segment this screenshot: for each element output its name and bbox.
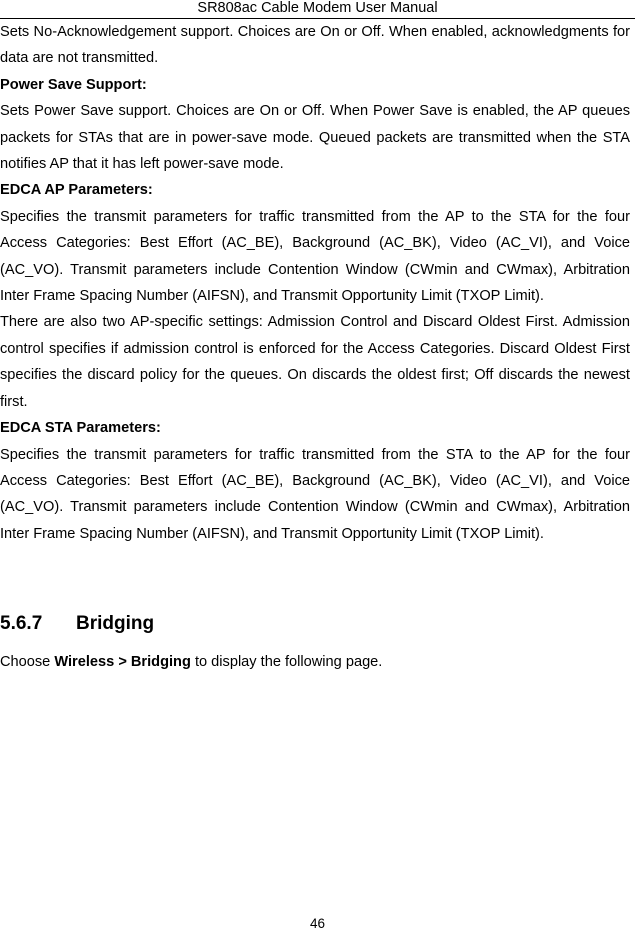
heading-edca-ap: EDCA AP Parameters: <box>0 182 153 199</box>
instruction-line <box>0 649 382 675</box>
page-header: SR808ac Cable Modem User Manual <box>197 0 438 16</box>
page-number: 46 <box>309 916 326 931</box>
menu-path: Wireless > Bridging <box>54 654 191 670</box>
paragraph-no-ack: Sets No-Acknowledgement support. Choices are On or Off. When enabled, acknowledgments for data are not transmitted. <box>0 24 630 67</box>
section-number: 5.6.7 <box>0 613 43 634</box>
section-title: Bridging <box>76 613 155 634</box>
body-text <box>0 19 630 547</box>
heading-edca-sta: EDCA STA Parameters: <box>0 420 161 437</box>
paragraph-edca-sta: Specifies the transmit parameters for traffic transmitted from the STA to the AP for the four Access Categories: Best Effort (AC_BE), Background (AC_BK), Video (AC_VI), and Voice (AC_VO). Transmit parameters include Contention Window (CWmin and CWmax), Arbitration Inter Frame Spacing Number (AIFSN), and Transmit Opportunity Limit (TXOP Limit). <box>0 446 630 542</box>
section-heading <box>0 613 154 635</box>
instruction-suffix: to display the following page. <box>190 654 383 670</box>
paragraph-ap-specific: There are also two AP-specific settings: Admission Control and Discard Oldest First. Admission control specifies if admission control is enforced for the Access Categories. Discard Oldest First specifies the discard policy for the queues. On discards the oldest first; Off discards the newest first. <box>0 314 630 410</box>
paragraph-edca-ap: Specifies the transmit parameters for traffic transmitted from the AP to the STA for the four Access Categories: Best Effort (AC_BE), Background (AC_BK), Video (AC_VI), and Voice (AC_VO). Transmit parameters include Contention Window (CWmin and CWmax), Arbitration Inter Frame Spacing Number (AIFSN), and Transmit Opportunity Limit (TXOP Limit). <box>0 208 630 305</box>
heading-power-save: Power Save Support: <box>0 76 147 93</box>
paragraph-power-save: Sets Power Save support. Choices are On or Off. When Power Save is enabled, the AP queues packets for STAs that are in power-save mode. Queued packets are transmitted when the STA notifies AP that it has left power-save mode. <box>0 103 630 173</box>
instruction-prefix: Choose <box>0 654 55 670</box>
